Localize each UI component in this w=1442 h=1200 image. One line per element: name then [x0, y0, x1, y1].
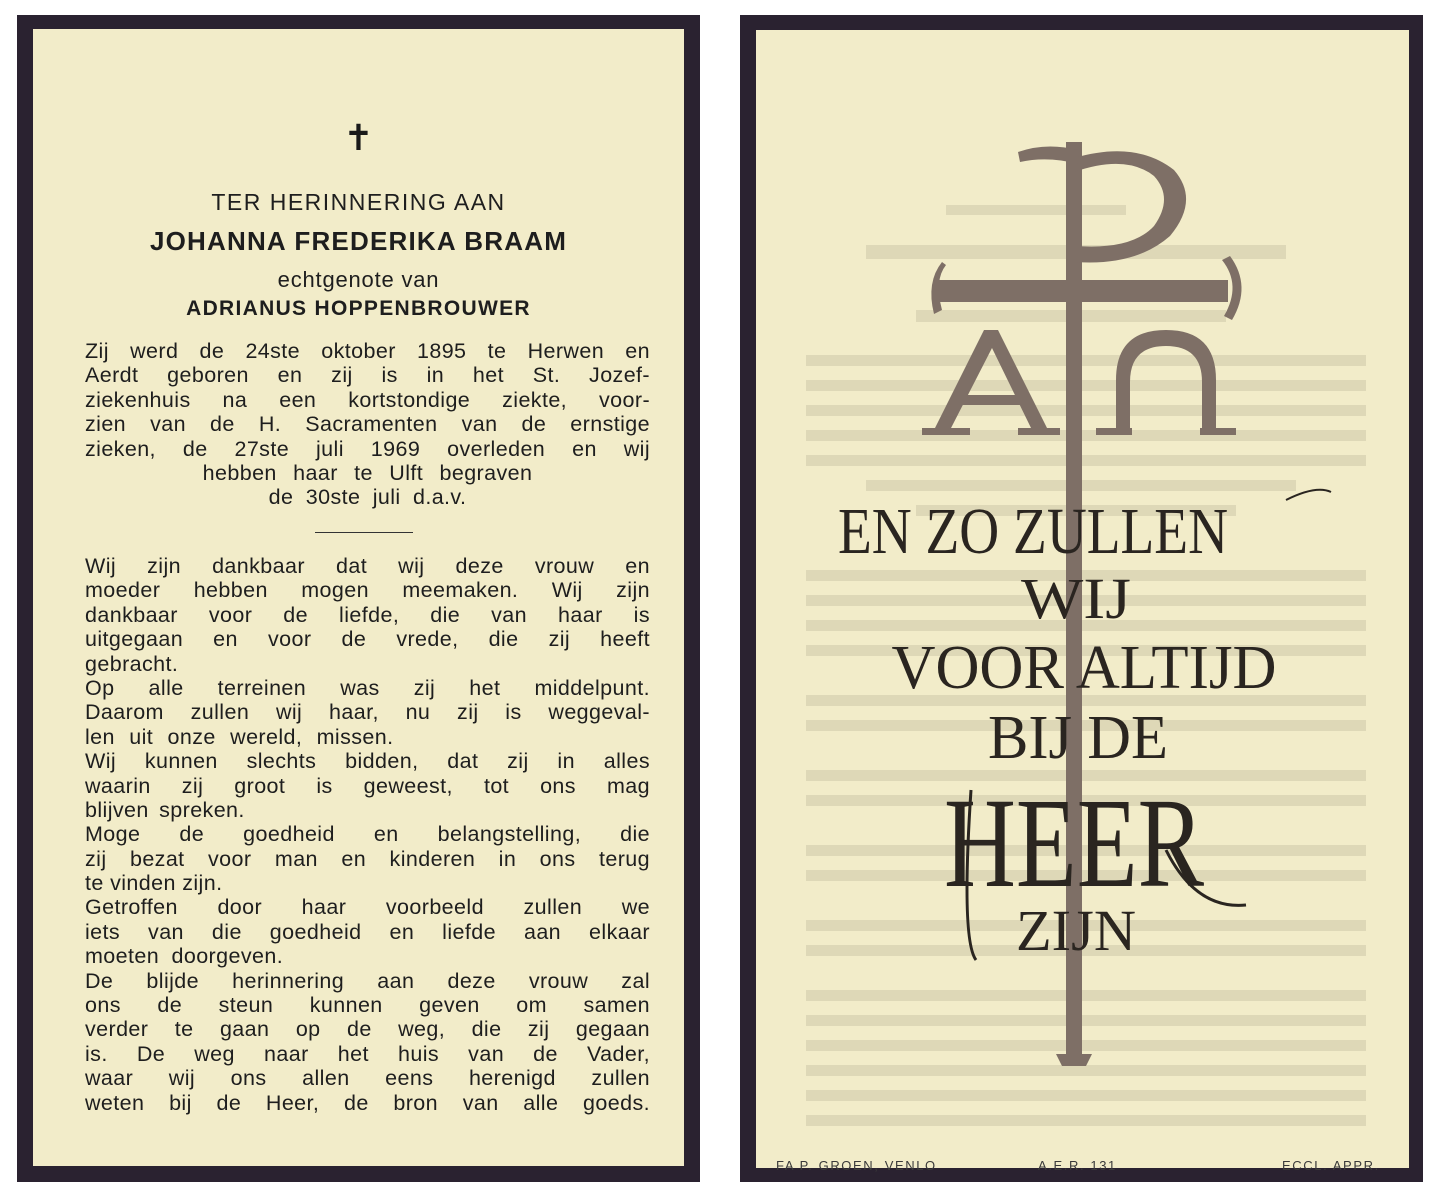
text-line: is. De weg naar het huis van de Vader,	[85, 1041, 650, 1066]
text-line: ons de steun kunnen geven om samen	[85, 993, 650, 1018]
bio-line: Zij werd de 24ste oktober 1895 te Herwen en	[85, 339, 650, 363]
card-paper	[756, 30, 1409, 1173]
latin-cross-icon: ✝	[343, 118, 374, 159]
printer-credit: FA P. GROEN, VENLO	[776, 1158, 937, 1173]
calligraphic-cross-artwork	[756, 30, 1409, 1168]
text-line: Moge de goedheid en belangstelling, die	[85, 822, 650, 847]
alpha-serif-left	[922, 428, 970, 435]
text-line: weten bij de Heer, de bron van alle goeds.	[85, 1090, 650, 1115]
omega-symbol	[1116, 330, 1216, 430]
text-line: gebracht.	[85, 651, 179, 676]
spouse-name: ADRIANUS HOPPENBROUWER	[186, 297, 531, 320]
cross-beam	[938, 280, 1228, 302]
text-line: waar wij ons allen eens herenigd zullen	[85, 1066, 650, 1091]
cross-foot	[1056, 1054, 1092, 1066]
memorial-card-back	[740, 15, 1423, 1182]
text-line: De blijde herinnering aan deze vrouw zal	[85, 968, 650, 993]
text-line: Wij kunnen slechts bidden, dat zij in alles	[85, 749, 650, 774]
verse-line: BIJ DE	[988, 704, 1168, 772]
text-line: verder te gaan op de weg, die zij gegaan	[85, 1017, 650, 1042]
text-line: Wij zijn dankbaar dat wij deze vrouw en	[85, 554, 650, 578]
in-memory-heading: TER HERINNERING AAN	[211, 189, 506, 215]
alpha-crossbar	[961, 395, 1021, 405]
text-line: Getroffen door haar voorbeeld zullen we	[85, 895, 650, 920]
print-code: A.E.R. 131	[1038, 1158, 1117, 1173]
bio-line: zieken, de 27ste juli 1969 overleden en wij	[85, 436, 650, 461]
text-line: moeten doorgeven.	[85, 944, 284, 969]
bio-line: ziekenhuis na een kortstondige ziekte, voor-	[85, 387, 650, 412]
remembrance-text	[85, 554, 650, 1115]
card-paper	[33, 29, 684, 1166]
alpha-serif-right	[1018, 428, 1060, 435]
bio-line: de 30ste juli d.a.v.	[268, 485, 467, 510]
text-line: blijven spreken.	[85, 797, 245, 822]
omega-serif-right	[1200, 428, 1236, 435]
text-line: uitgegaan en voor de vrede, die zij heeft	[85, 627, 650, 652]
ecclesiastical-approval: ECCL. APPR.	[1282, 1158, 1380, 1173]
verse-line-emphasis: HEER	[944, 772, 1205, 914]
text-line: moeder hebben mogen meemaken. Wij zijn	[85, 578, 650, 603]
omega-serif-left	[1096, 428, 1132, 435]
bio-line: zien van de H. Sacramenten van de ernstige	[85, 412, 650, 437]
rho-serif	[1018, 146, 1078, 164]
verse-line: EN ZO ZULLEN	[838, 495, 1228, 568]
text-line: dankbaar voor de liefde, die van haar is	[85, 602, 650, 627]
spouse-relation: echtgenote van	[277, 267, 440, 292]
alpha-symbol	[934, 330, 1048, 430]
text-line: zij bezat voor man en kinderen in ons terug	[85, 846, 650, 871]
text-line: waarin zij groot is geweest, tot ons mag	[85, 773, 650, 798]
verse-line: ZIJN	[1016, 898, 1136, 963]
text-line: Daarom zullen wij haar, nu zij is weggeval-	[85, 700, 650, 725]
divider-line	[315, 532, 413, 533]
verse-line: WIJ	[1021, 566, 1131, 631]
verse-line: VOOR ALTIJD	[891, 634, 1277, 702]
bio-line: hebben haar te Ulft begraven	[202, 460, 533, 485]
text-line: Op alle terreinen was zij het middelpunt.	[85, 675, 650, 700]
text-line: iets van die goedheid en liefde aan elkaar	[85, 919, 650, 944]
flourish	[1286, 490, 1331, 500]
text-line: te vinden zijn.	[85, 871, 223, 896]
bio-line: Aerdt geboren en zij is in het St. Jozef-	[85, 363, 650, 388]
rho-loop	[1074, 151, 1186, 262]
text-line: len uit onze wereld, missen.	[85, 724, 394, 749]
biography-paragraph	[85, 339, 650, 510]
memorial-card-front	[17, 15, 700, 1182]
deceased-name: JOHANNA FREDERIKA BRAAM	[149, 226, 568, 256]
